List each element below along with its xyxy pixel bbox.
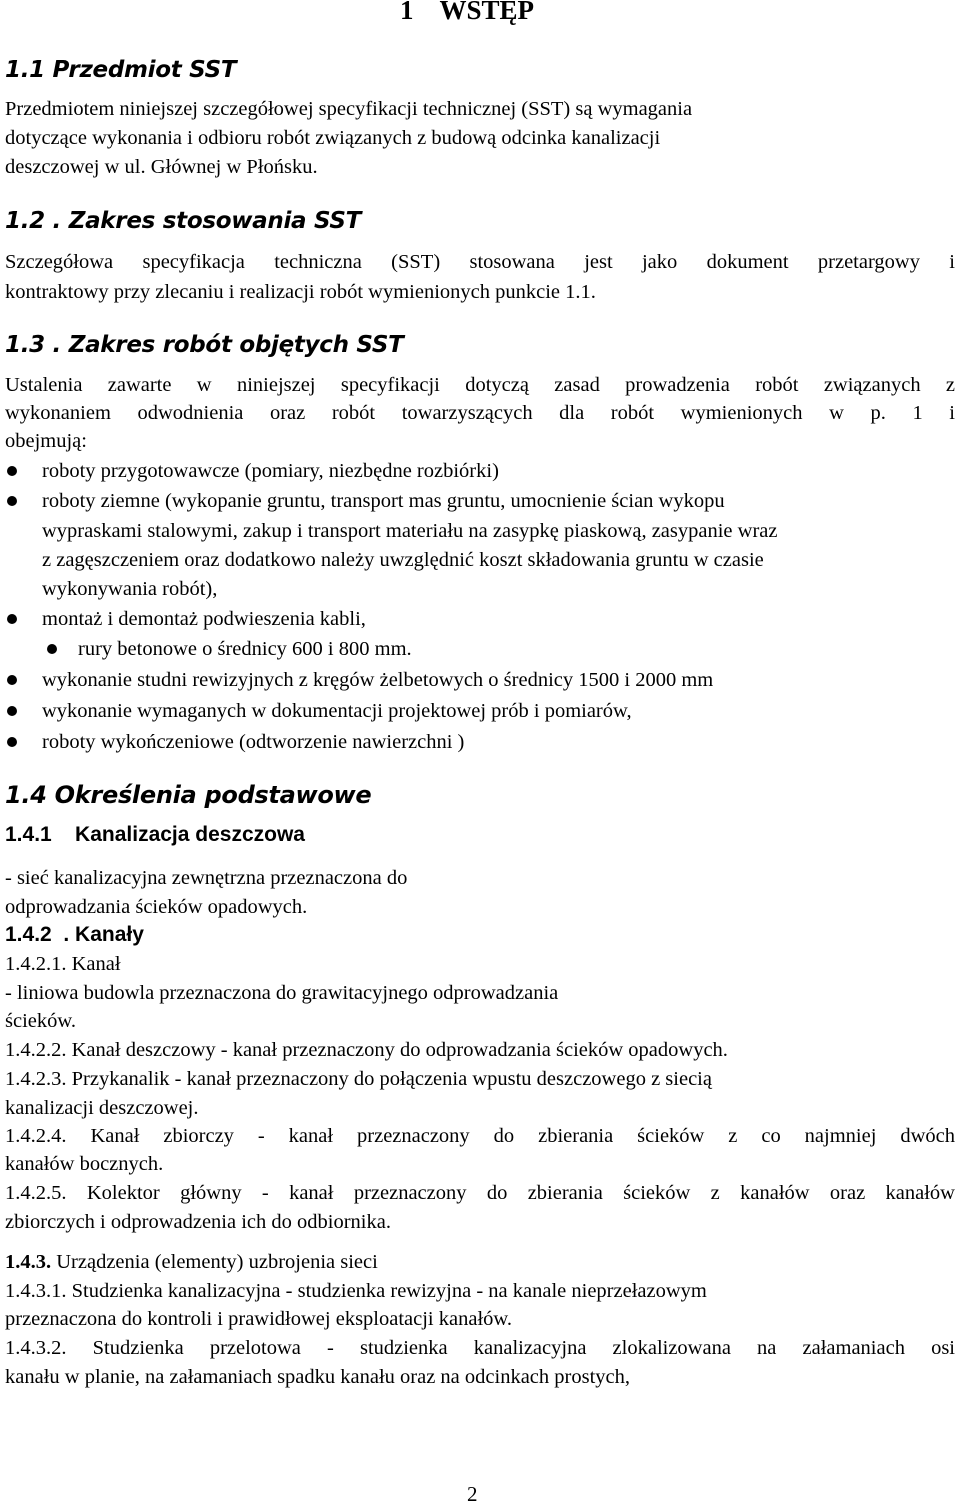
paragraph-line: obejmują:: [5, 430, 87, 452]
bullet-icon: [7, 614, 17, 624]
paragraph-line: ścieków.: [5, 1010, 76, 1032]
list-item: roboty wykończeniowe (odtworzenie nawierzchni ): [42, 731, 465, 753]
paragraph-line: 1.4.2.3. Przykanalik - kanał przeznaczony do połączenia wpustu deszczowego z siecią: [5, 1068, 712, 1090]
subsection-number: 1.4.3.: [5, 1251, 52, 1273]
paragraph-line: 1.4.2.5. Kolektor główny - kanał przeznaczony do zbierania ścieków z kanałów oraz kanałów: [5, 1182, 955, 1204]
bullet-icon: [7, 466, 17, 476]
bullet-icon: [7, 675, 17, 685]
bullet-icon: [7, 706, 17, 716]
paragraph-line: 1.4.3.2. Studzienka przelotowa - studzienka kanalizacyjna zlokalizowana na załamaniach osi: [5, 1337, 955, 1359]
paragraph-line: - sieć kanalizacyjna zewnętrzna przeznaczona do: [5, 867, 408, 889]
subsection-heading-1-4-2: 1.4.2 . Kanały: [5, 923, 144, 946]
bullet-icon: [47, 644, 57, 654]
paragraph-line: deszczowej w ul. Głównej w Płońsku.: [5, 156, 318, 178]
list-item: wykonanie wymaganych w dokumentacji projektowej prób i pomiarów,: [42, 700, 632, 722]
page-number: 2: [467, 1482, 478, 1506]
paragraph-line: przeznaczona do kontroli i prawidłowej eksploatacji kanałów.: [5, 1308, 512, 1330]
section-heading-1-1: 1.1 Przedmiot SST: [5, 57, 237, 83]
chapter-number: 1: [400, 0, 414, 25]
list-item-continuation: wykonywania robót),: [42, 578, 218, 600]
paragraph-line: kanalizacji deszczowej.: [5, 1097, 199, 1119]
paragraph-line: kanału w planie, na załamaniach spadku kanału oraz na odcinkach prostych,: [5, 1366, 630, 1388]
paragraph-line: kanałów bocznych.: [5, 1153, 164, 1175]
list-item: roboty ziemne (wykopanie gruntu, transport mas gruntu, umocnienie ścian wykopu: [42, 490, 725, 512]
paragraph-line: Szczegółowa specyfikacja techniczna (SST) stosowana jest jako dokument przetargowy i: [5, 251, 955, 273]
list-item: roboty przygotowawcze (pomiary, niezbędne rozbiórki): [42, 460, 499, 482]
subsection-title: Urządzenia (elementy) uzbrojenia sieci: [51, 1251, 378, 1273]
paragraph-line: wykonaniem odwodnienia oraz robót towarzyszących dla robót wymienionych w p. 1 i: [5, 402, 955, 424]
paragraph-line: 1.4.2.1. Kanał: [5, 953, 121, 975]
paragraph-line: 1.4.3.1. Studzienka kanalizacyjna - studzienka rewizyjna - na kanale nieprzełazowym: [5, 1280, 707, 1302]
chapter-heading: [400, 0, 534, 25]
section-heading-1-2: 1.2 . Zakres stosowania SST: [5, 208, 362, 234]
list-item-continuation: z zagęszczeniem oraz dodatkowo należy uwzględnić koszt składowania gruntu w czasie: [42, 549, 764, 571]
paragraph-line: kontraktowy przy zlecaniu i realizacji robót wymienionych punkcie 1.1.: [5, 281, 596, 303]
subsection-heading-1-4-3: [5, 1248, 378, 1277]
paragraph-line: 1.4.2.2. Kanał deszczowy - kanał przeznaczony do odprowadzania ścieków opadowych.: [5, 1039, 728, 1061]
bullet-icon: [7, 496, 17, 506]
chapter-title: WSTĘP: [439, 0, 535, 25]
section-heading-1-3: 1.3 . Zakres robót objętych SST: [5, 332, 404, 358]
paragraph-line: Przedmiotem niniejszej szczegółowej specyfikacji technicznej (SST) są wymagania: [5, 98, 693, 120]
list-item: wykonanie studni rewizyjnych z kręgów żelbetowych o średnicy 1500 i 2000 mm: [42, 669, 714, 691]
paragraph-line: dotyczące wykonania i odbioru robót związanych z budową odcinka kanalizacji: [5, 127, 661, 149]
paragraph-line: 1.4.2.4. Kanał zbiorczy - kanał przeznaczony do zbierania ścieków z co najmniej dwóch: [5, 1125, 955, 1147]
subsection-heading-1-4-1: 1.4.1 Kanalizacja deszczowa: [5, 823, 305, 846]
paragraph-line: - liniowa budowla przeznaczona do grawitacyjnego odprowadzania: [5, 982, 559, 1004]
section-heading-1-4: 1.4 Określenia podstawowe: [5, 781, 372, 809]
list-item: montaż i demontaż podwieszenia kabli,: [42, 608, 366, 630]
paragraph-line: Ustalenia zawarte w niniejszej specyfikacji dotyczą zasad prowadzenia robót związanych z: [5, 374, 955, 396]
paragraph-line: odprowadzania ścieków opadowych.: [5, 896, 308, 918]
bullet-icon: [7, 737, 17, 747]
list-item: rury betonowe o średnicy 600 i 800 mm.: [78, 638, 412, 660]
list-item-continuation: wypraskami stalowymi, zakup i transport materiału na zasypkę piaskową, zasypanie wraz: [42, 520, 778, 542]
paragraph-line: zbiorczych i odprowadzenia ich do odbiornika.: [5, 1211, 391, 1233]
